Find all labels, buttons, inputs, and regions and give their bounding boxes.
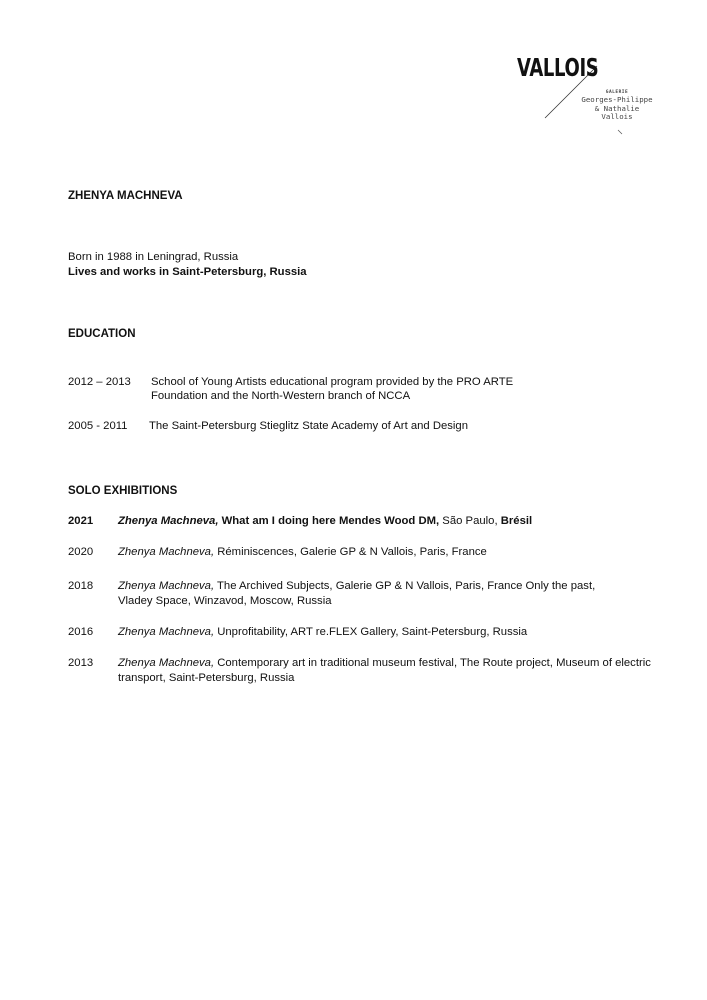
education-years: 2005 - 2011 bbox=[68, 420, 128, 432]
exhibition-details-cont: transport, Saint-Petersburg, Russia bbox=[118, 672, 295, 684]
exhibition-entry bbox=[118, 625, 527, 639]
exhibition-artist: Zhenya Machneva, bbox=[118, 657, 215, 669]
exhibition-year: 2021 bbox=[68, 515, 94, 527]
exhibition-artist: Zhenya Machneva, bbox=[118, 580, 215, 592]
logo-wordmark: VALLOIS bbox=[517, 53, 599, 82]
logo-line-2: & Nathalie bbox=[594, 103, 640, 113]
exhibition-entry bbox=[118, 656, 651, 670]
logo-subtitle bbox=[572, 89, 662, 122]
exhibition-details: Unprofitability, ART re.FLEX Gallery, Saint-Petersburg, Russia bbox=[214, 626, 528, 638]
exhibition-country: Brésil bbox=[500, 515, 533, 527]
exhibition-year: 2013 bbox=[68, 657, 94, 669]
exhibition-year: 2018 bbox=[68, 580, 94, 592]
logo-line-3: Vallois bbox=[601, 112, 633, 122]
bio-born: Born in 1988 in Leningrad, Russia bbox=[68, 251, 239, 263]
artist-name: ZHENYA MACHNEVA bbox=[68, 190, 183, 202]
exhibition-details: Réminiscences, Galerie GP & N Vallois, Paris, France bbox=[214, 546, 487, 558]
exhibition-artist: Zhenya Machneva, bbox=[118, 515, 219, 527]
exhibition-details-cont: Vladey Space, Winzavod, Moscow, Russia bbox=[118, 595, 332, 607]
education-years: 2012 – 2013 bbox=[68, 376, 131, 388]
education-line: The Saint-Petersburg Stieglitz State Academy of Art and Design bbox=[149, 420, 468, 432]
exhibition-details: The Archived Subjects, Galerie GP & N Vallois, Paris, France Only the past, bbox=[214, 580, 596, 592]
solo-exhibitions-heading: SOLO EXHIBITIONS bbox=[68, 485, 178, 497]
education-heading: EDUCATION bbox=[68, 328, 136, 340]
logo-line-1: Georges-Philippe bbox=[581, 95, 653, 104]
exhibition-title: What am I doing here Mendes Wood DM, bbox=[218, 515, 440, 527]
logo-galerie: GALERIE bbox=[605, 90, 629, 95]
exhibition-artist: Zhenya Machneva, bbox=[118, 626, 215, 638]
exhibition-entry bbox=[118, 579, 595, 593]
exhibition-details: Contemporary art in traditional museum festival, The Route project, Museum of electric bbox=[214, 657, 651, 669]
exhibition-year: 2016 bbox=[68, 626, 94, 638]
education-line: Foundation and the North-Western branch of NCCA bbox=[151, 390, 411, 402]
exhibition-location: São Paulo, bbox=[439, 515, 501, 527]
exhibition-entry bbox=[118, 545, 487, 559]
exhibition-year: 2020 bbox=[68, 546, 94, 558]
exhibition-artist: Zhenya Machneva, bbox=[118, 546, 215, 558]
bio-lives: Lives and works in Saint-Petersburg, Russia bbox=[68, 266, 307, 278]
education-line: School of Young Artists educational program provided by the PRO ARTE bbox=[151, 376, 514, 388]
gallery-logo bbox=[500, 50, 660, 150]
exhibition-entry bbox=[118, 514, 532, 528]
